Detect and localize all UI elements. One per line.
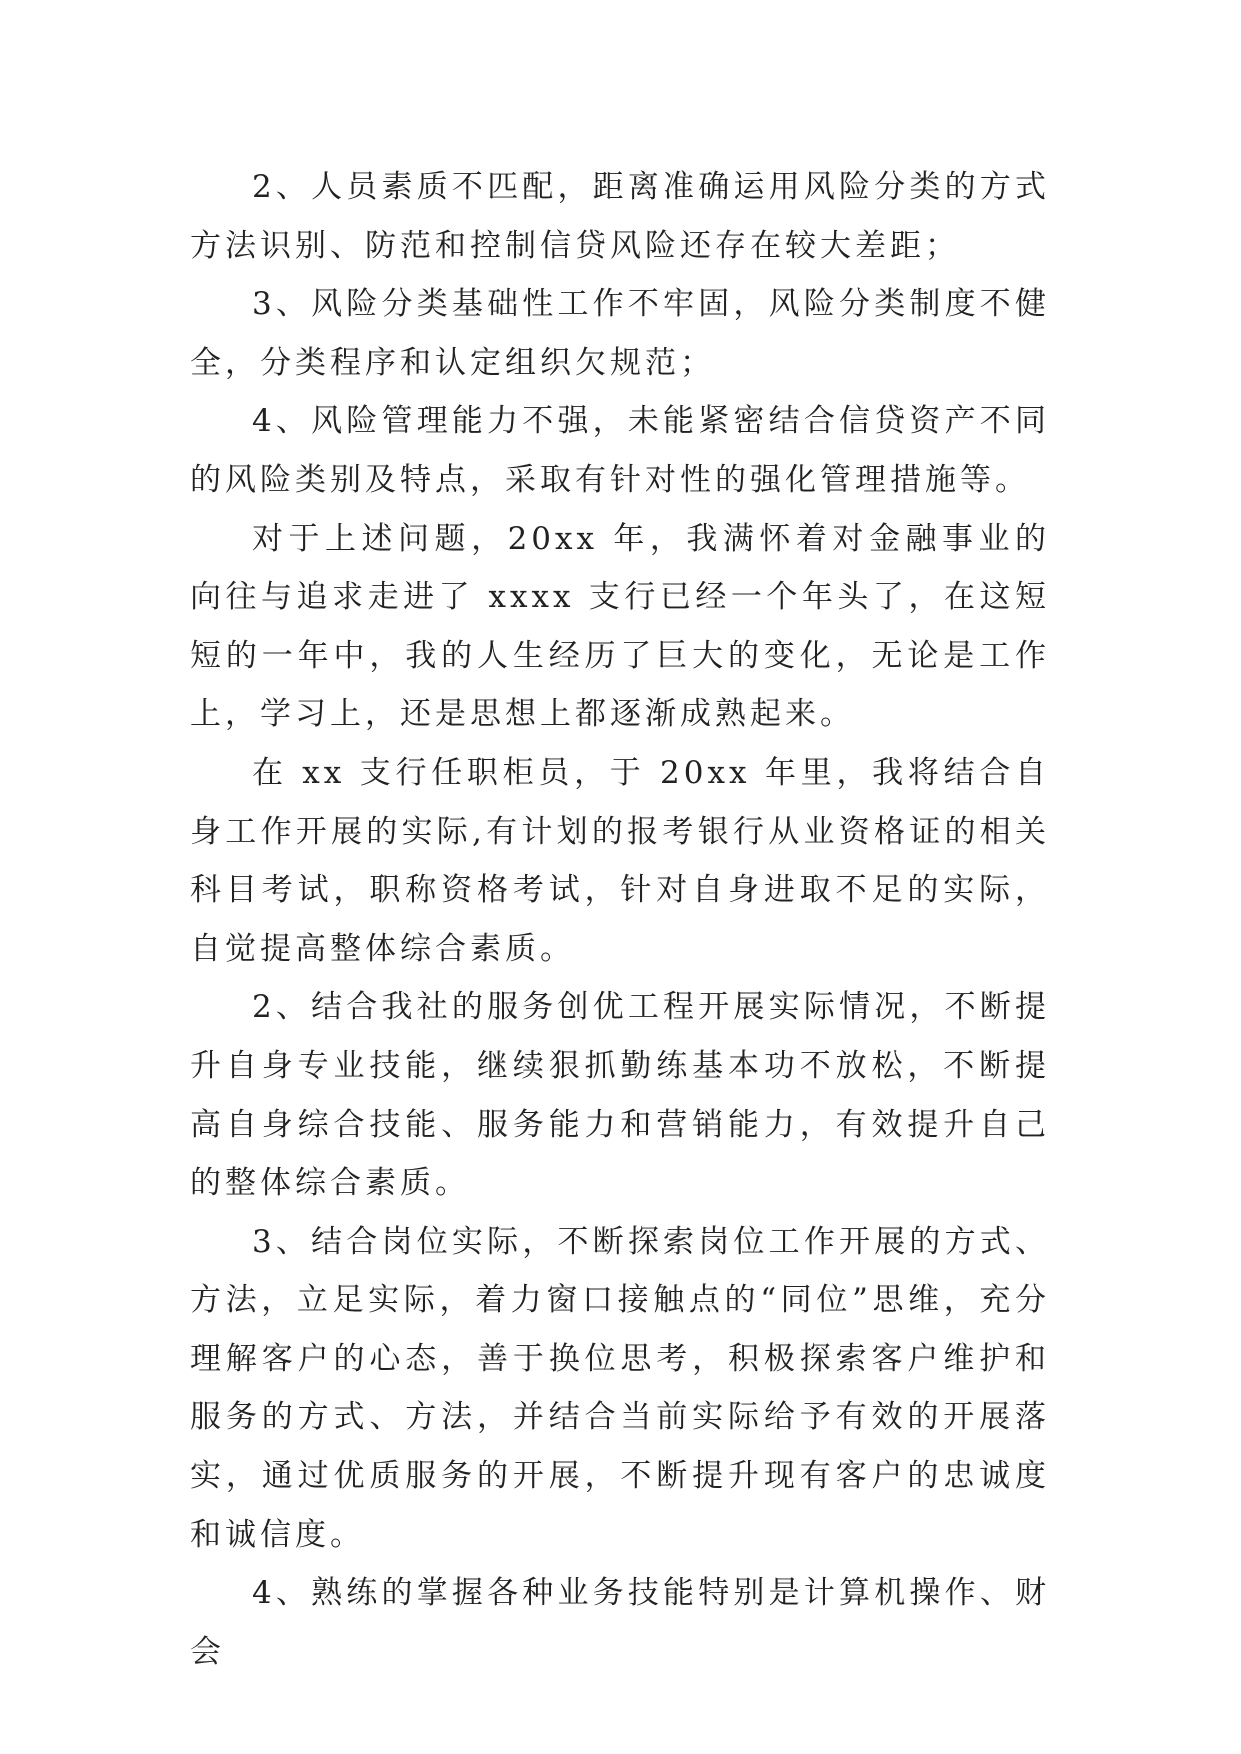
document-body [190,158,1050,1681]
paragraph-5: 在 xx 支行任职柜员，于 20xx 年里，我将结合自身工作开展的实际,有计划的报考银行从业资格证的相关科目考试，职称资格考试，针对自身进取不足的实际，自觉提高整体综合素质。 [190,754,1050,967]
paragraph-3: 4、风险管理能力不强，未能紧密结合信贷资产不同的风险类别及特点，采取有针对性的强化管理措施等。 [190,403,1050,498]
paragraph-4: 对于上述问题，20xx 年，我满怀着对金融事业的向往与追求走进了 xxxx 支行已经一个年头了，在这短短的一年中，我的人生经历了巨大的变化，无论是工作上，学习上，还是思想上都逐渐成熟起来。 [190,520,1050,733]
paragraph-6: 2、结合我社的服务创优工程开展实际情况，不断提升自身专业技能，继续狠抓勤练基本功不放松，不断提高自身综合技能、服务能力和营销能力，有效提升自己的整体综合素质。 [190,989,1050,1202]
paragraph-7: 3、结合岗位实际，不断探索岗位工作开展的方式、方法，立足实际，着力窗口接触点的“同位”思维，充分理解客户的心态，善于换位思考，积极探索客户维护和服务的方式、方法，并结合当前实际给予有效的开展落实，通过优质服务的开展，不断提升现有客户的忠诚度和诚信度。 [190,1223,1050,1553]
paragraph-8: 4、熟练的掌握各种业务技能特别是计算机操作、财会 [190,1575,1050,1670]
paragraph-2: 3、风险分类基础性工作不牢固，风险分类制度不健全，分类程序和认定组织欠规范； [190,286,1050,381]
paragraph-1: 2、人员素质不匹配，距离准确运用风险分类的方式方法识别、防范和控制信贷风险还存在较大差距； [190,169,1050,264]
